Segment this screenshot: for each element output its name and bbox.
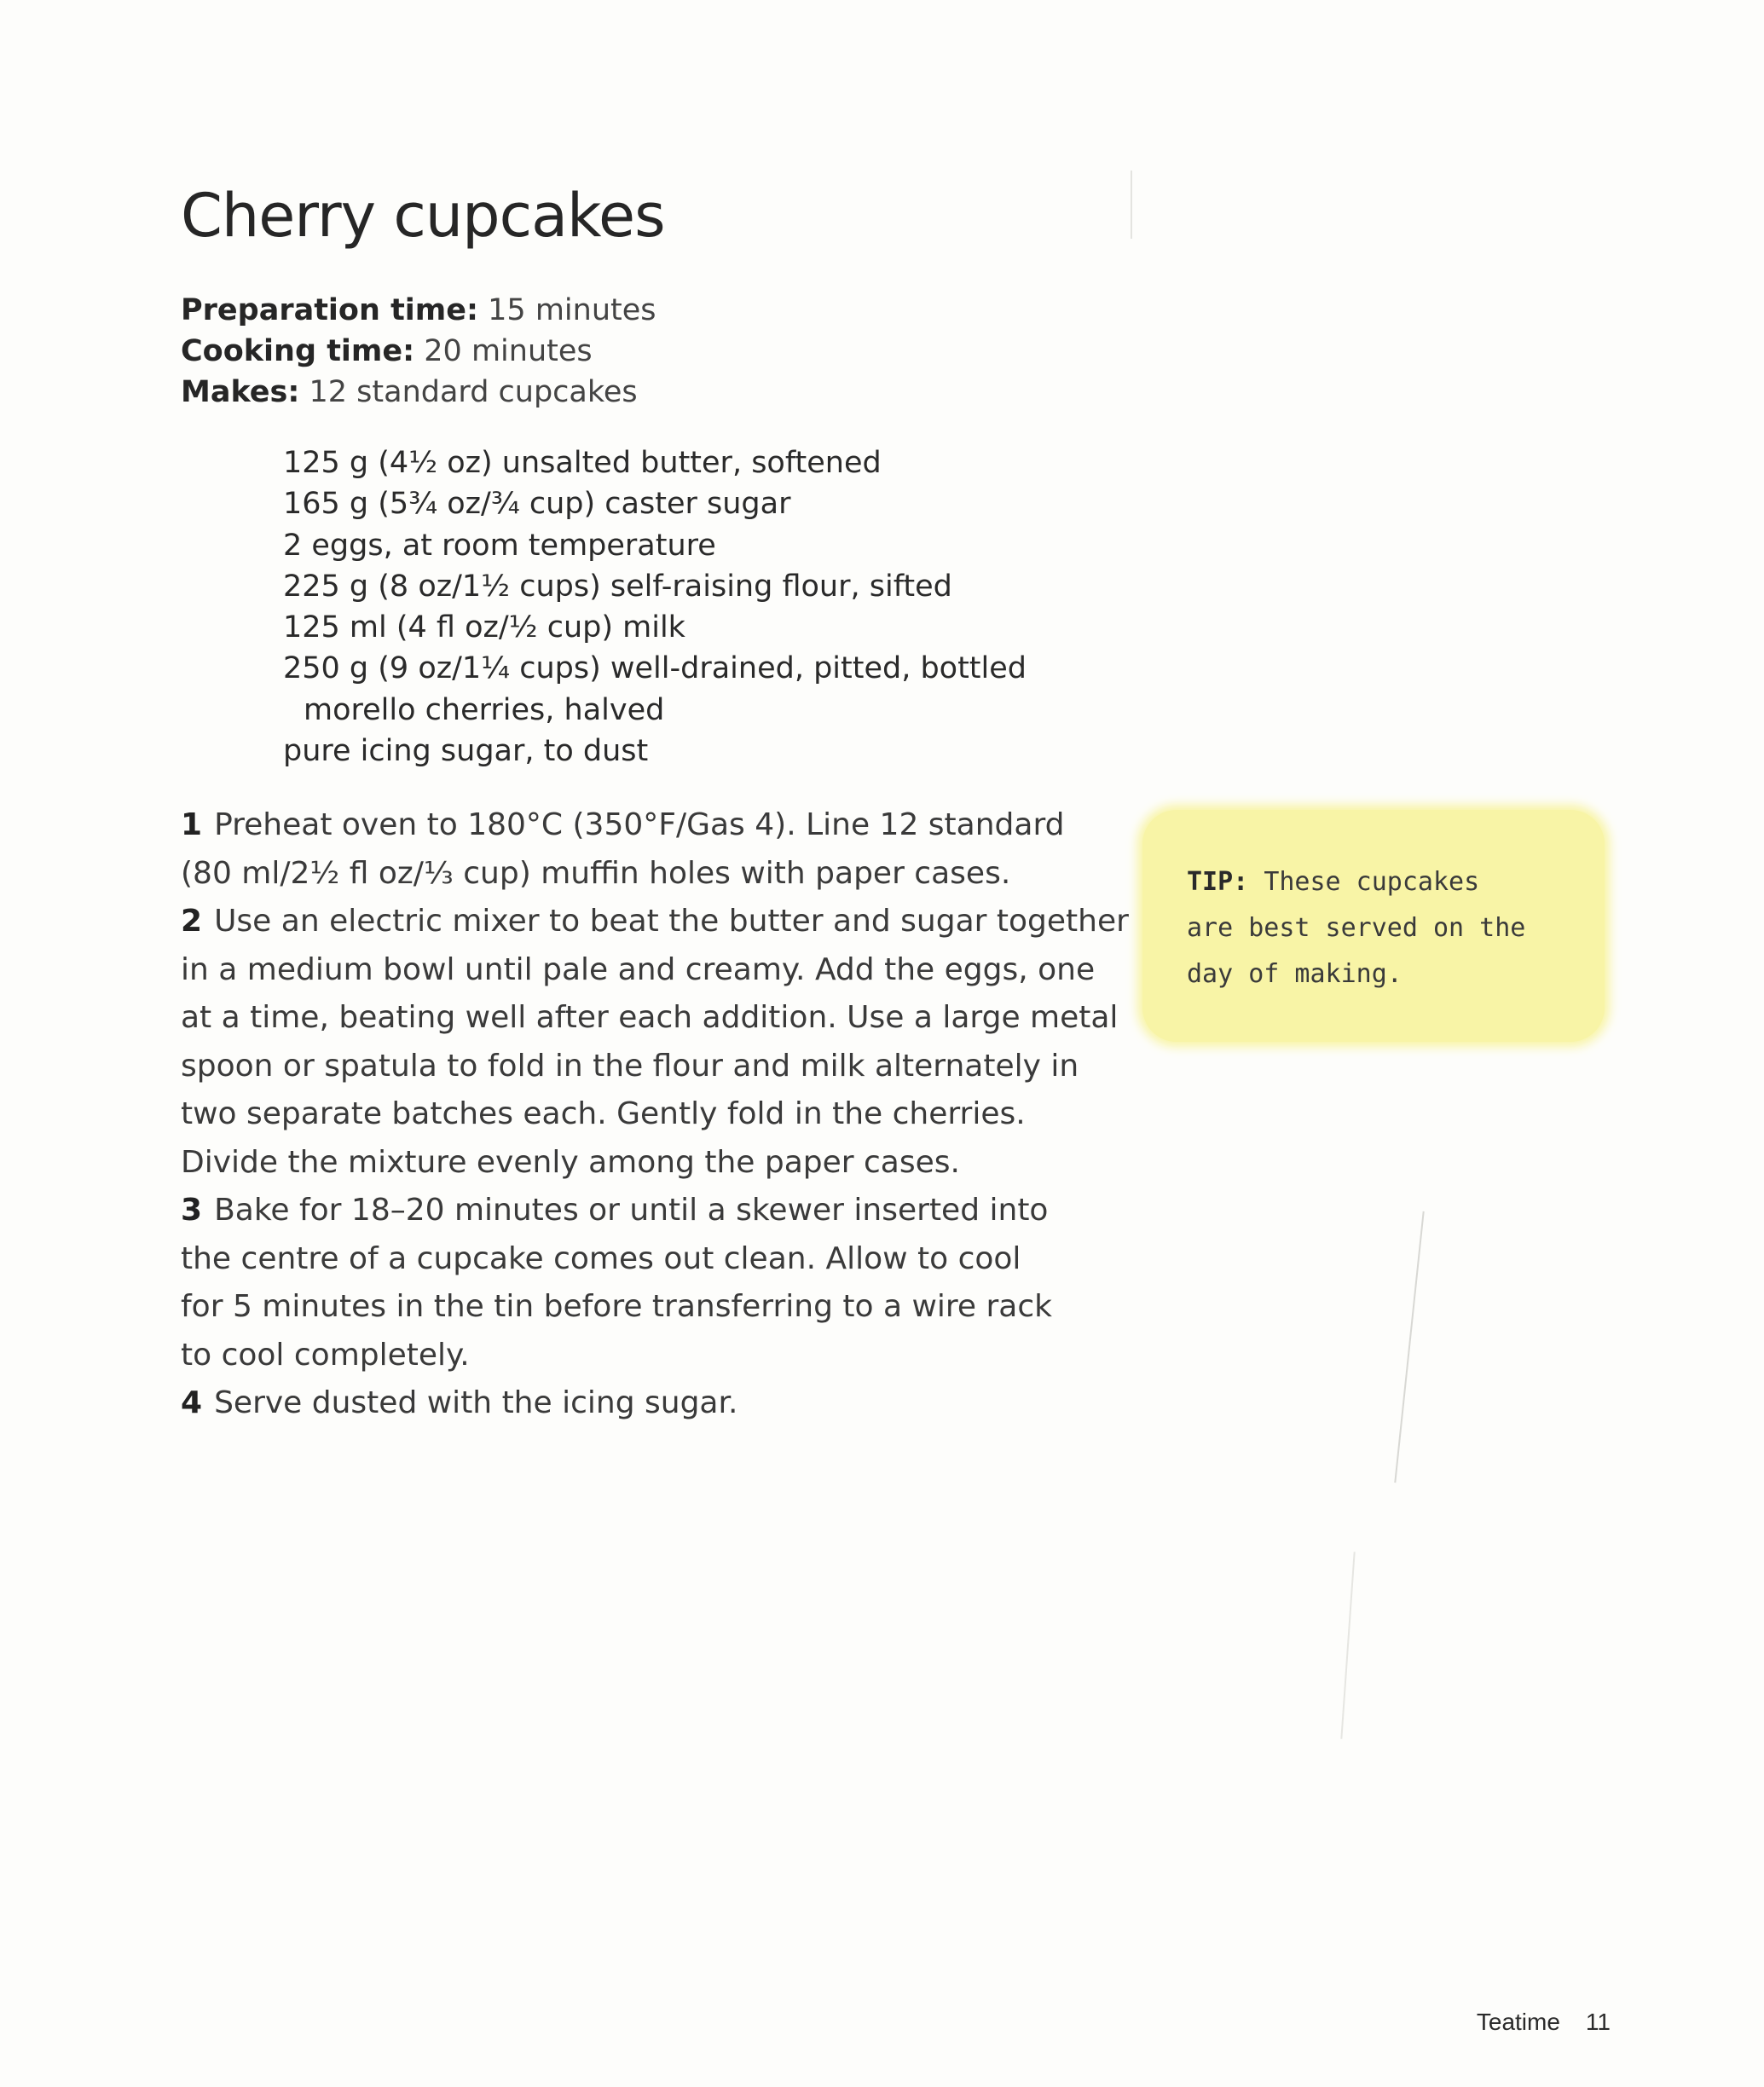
method-line: [181, 801, 1102, 850]
tip-box: [1142, 810, 1605, 1042]
tip-text: [1187, 859, 1579, 997]
method-line: [181, 946, 1102, 995]
scan-artifact: [1131, 171, 1132, 239]
method-line: [181, 1283, 1102, 1332]
ingredient-item: 225 g (8 oz/1½ cups) self-raising flour, sifted: [283, 569, 952, 604]
method-text: at a time, beating well after each addition. Use a large metal: [181, 1000, 1119, 1035]
method-line: [181, 850, 1102, 899]
prep-time-label: Preparation time:: [181, 293, 479, 327]
makes: [181, 372, 656, 413]
tip-line: are best served on the: [1187, 913, 1526, 943]
step-number: 1: [181, 807, 203, 842]
method-text: Preheat oven to 180°C (350°F/Gas 4). Line 12 standard: [214, 807, 1065, 842]
tip-line: These cupcakes: [1264, 867, 1480, 897]
method-line: [181, 994, 1119, 1043]
recipe-title: Cherry cupcakes: [181, 181, 665, 251]
makes-label: Makes:: [181, 375, 300, 409]
ingredient-item-continued: morello cherries, halved: [304, 692, 665, 727]
page-footer: [1477, 2009, 1611, 2036]
method-line: [181, 898, 1129, 946]
tip-line: day of making.: [1187, 959, 1403, 989]
ingredient-item: 2 eggs, at room temperature: [283, 528, 716, 563]
prep-time-value: 15 minutes: [488, 293, 656, 327]
ingredient-item: 125 ml (4 fl oz/½ cup) milk: [283, 610, 685, 645]
method-line: [181, 1090, 1102, 1139]
scan-artifact: [1394, 1211, 1424, 1483]
method-text: in a medium bowl until pale and creamy. Add the eggs, one: [181, 951, 1096, 987]
method-text: spoon or spatula to fold in the flour and milk alternately in: [181, 1048, 1079, 1084]
method-text: Bake for 18–20 minutes or until a skewer inserted into: [214, 1193, 1049, 1228]
tip-label: TIP:: [1187, 867, 1249, 897]
method-line: [181, 1043, 1102, 1091]
method-text: two separate batches each. Gently fold in the cherries.: [181, 1096, 1026, 1131]
method-line: [181, 1187, 1102, 1235]
method-text: to cool completely.: [181, 1337, 470, 1373]
method-line: [181, 1379, 1102, 1428]
method-line: [181, 1139, 1102, 1188]
method-text: (80 ml/2½ fl oz/⅓ cup) muffin holes with paper cases.: [181, 855, 1011, 891]
cook-time-value: 20 minutes: [424, 334, 593, 368]
ingredient-item: 250 g (9 oz/1¼ cups) well-drained, pitted, bottled: [283, 651, 1027, 686]
recipe-meta: [181, 290, 656, 413]
method-text: Divide the mixture evenly among the paper cases.: [181, 1144, 960, 1180]
ingredient-item: 165 g (5¾ oz/¾ cup) caster sugar: [283, 487, 791, 522]
section-name: Teatime: [1476, 2009, 1560, 2035]
prep-time: [181, 290, 656, 331]
page-number: 11: [1585, 2009, 1611, 2035]
method-text: Serve dusted with the icing sugar.: [214, 1385, 738, 1420]
scan-artifact: [1340, 1552, 1355, 1739]
method-line: [181, 1332, 1102, 1380]
cook-time: [181, 331, 656, 372]
ingredient-item: 125 g (4½ oz) unsalted butter, softened: [283, 446, 882, 480]
ingredient-list: [283, 442, 1027, 772]
ingredient-item: pure icing sugar, to dust: [283, 734, 649, 769]
method-text: the centre of a cupcake comes out clean. Allow to cool: [181, 1240, 1021, 1276]
step-number: 4: [181, 1385, 203, 1420]
makes-value: 12 standard cupcakes: [309, 375, 638, 409]
cook-time-label: Cooking time:: [181, 334, 415, 368]
step-number: 2: [181, 904, 203, 939]
method-text: for 5 minutes in the tin before transferring to a wire rack: [181, 1289, 1053, 1324]
method-line: [181, 1235, 1102, 1284]
method: [181, 801, 1129, 1428]
method-text: Use an electric mixer to beat the butter and sugar together: [214, 904, 1129, 939]
step-number: 3: [181, 1193, 203, 1228]
